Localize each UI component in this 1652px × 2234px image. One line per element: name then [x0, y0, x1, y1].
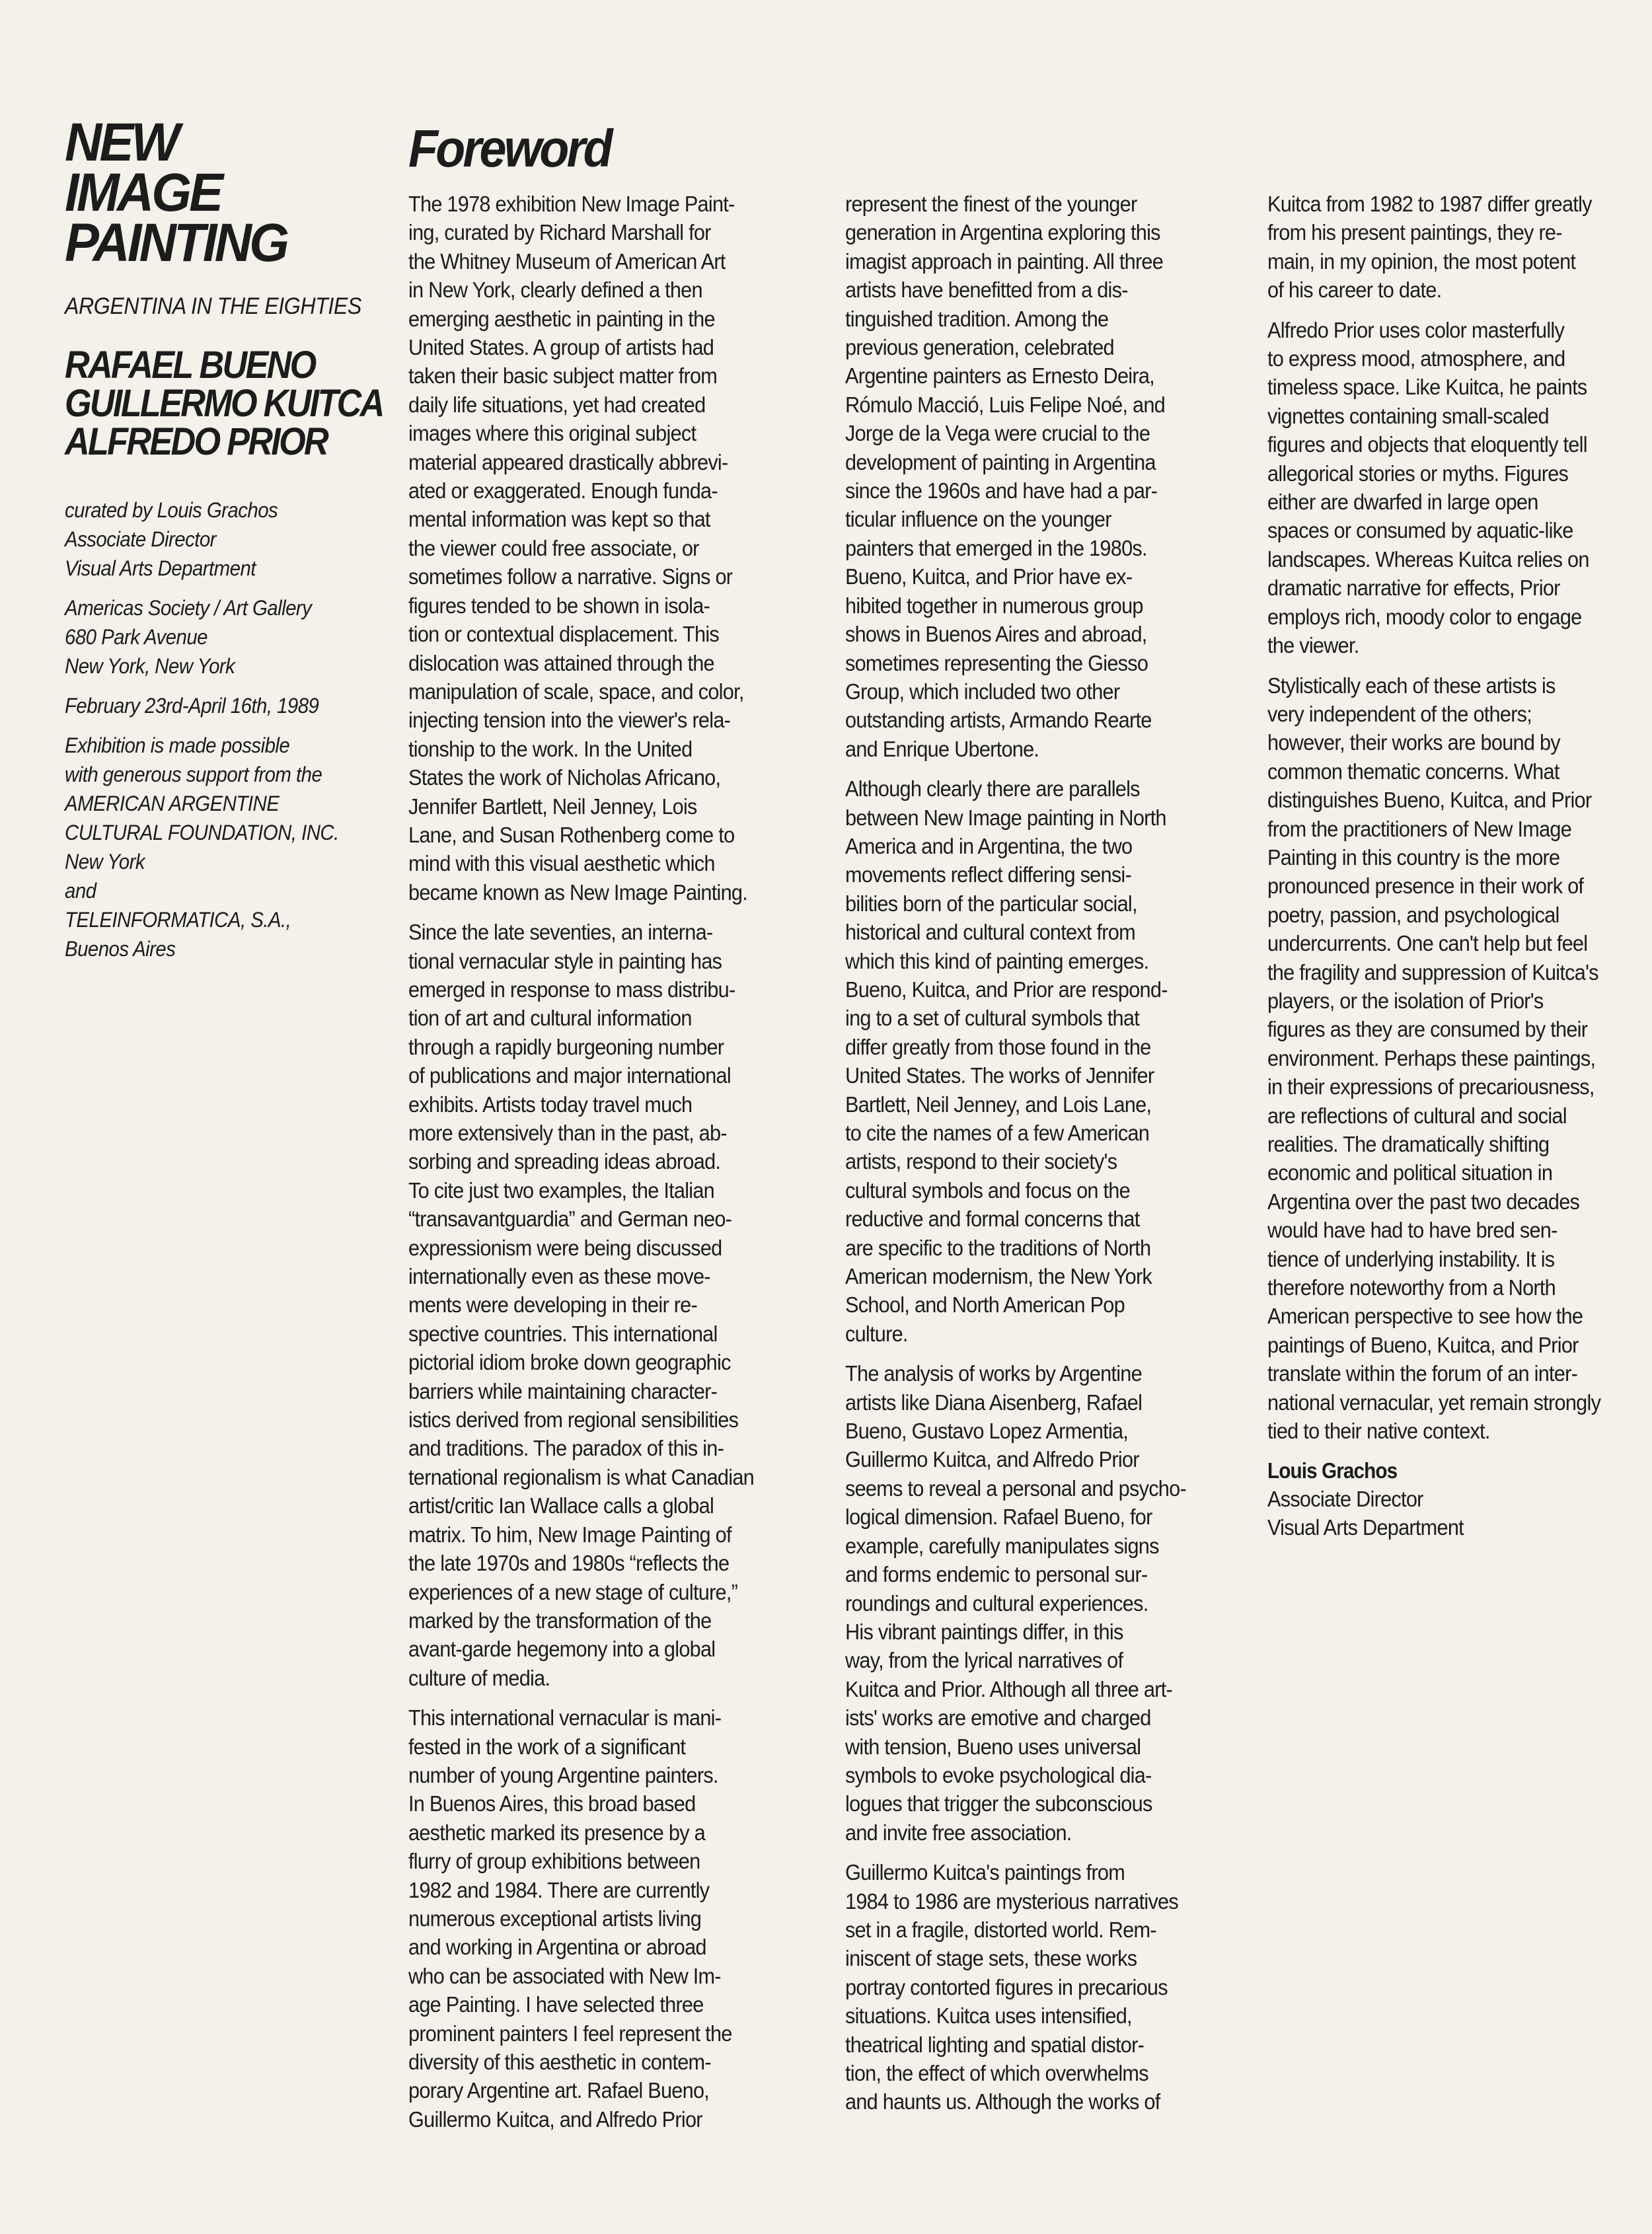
text-line: “transavantguardia” and German neo-	[408, 1207, 732, 1232]
text-line: economic and political situation in	[1267, 1160, 1553, 1185]
text-line: culture.	[845, 1321, 908, 1346]
text-line: His vibrant paintings differ, in this	[845, 1619, 1123, 1644]
text-line: 1982 and 1984. There are currently	[408, 1877, 710, 1902]
text-line: The 1978 exhibition New Image Paint-	[408, 192, 735, 216]
text-line: Since the late seventies, an interna-	[408, 920, 713, 945]
text-line: with tension, Bueno uses universal	[845, 1734, 1141, 1759]
sponsor-credit	[65, 731, 369, 963]
text-line: way, from the lyrical narratives of	[845, 1648, 1123, 1673]
text-line: Argentine painters as Ernesto Deira,	[845, 363, 1154, 389]
text-line: who can be associated with New Im-	[408, 1963, 721, 1988]
text-line: culture of media.	[408, 1665, 550, 1690]
text-line: numerous exceptional artists living	[408, 1906, 702, 1931]
text-line: pronounced presence in their work of	[1267, 874, 1584, 899]
text-line: American modernism, the New York	[845, 1264, 1152, 1289]
text-line: barriers while maintaining character-	[408, 1378, 718, 1403]
paragraph	[408, 918, 792, 1692]
text-line: common thematic concerns. What	[1267, 759, 1559, 784]
paragraph	[1267, 316, 1589, 660]
venue-address	[65, 593, 369, 681]
text-line: material appeared drastically abbrevi-	[408, 449, 728, 474]
paragraph	[1267, 671, 1601, 1446]
text-line: logues that trigger the subconscious	[845, 1791, 1152, 1816]
text-line: reductive and formal concerns that	[845, 1207, 1140, 1232]
text-line: bilities born of the particular social,	[845, 891, 1137, 916]
text-line: mental information was kept so that	[408, 507, 710, 532]
text-line: tion or contextual displacement. This	[408, 622, 720, 647]
text-line: represent the finest of the younger	[845, 192, 1137, 216]
text-line: School, and North American Pop	[845, 1292, 1125, 1318]
text-line: avant-garde hegemony into a global	[408, 1637, 716, 1662]
info-line: New York	[65, 850, 145, 874]
text-line: set in a fragile, distorted world. Rem-	[845, 1917, 1156, 1942]
text-line: symbols to evoke psychological dia-	[845, 1762, 1152, 1787]
paragraph	[1267, 190, 1592, 305]
artist-name: RAFAEL BUENO	[65, 344, 315, 387]
text-line: vignettes containing small-scaled	[1267, 403, 1549, 428]
text-column-3	[1267, 190, 1601, 1542]
text-line: expressionism were being discussed	[408, 1235, 722, 1260]
text-line: aesthetic marked its presence by a	[408, 1820, 705, 1845]
text-line: ing, curated by Richard Marshall for	[408, 220, 711, 245]
text-line: matrix. To him, New Image Painting of	[408, 1522, 732, 1547]
text-line: States the work of Nicholas Africano,	[408, 765, 721, 790]
text-line: theatrical lighting and spatial distor-	[845, 2032, 1145, 2057]
paragraph	[845, 774, 1228, 1348]
text-line: generation in Argentina exploring this	[845, 220, 1160, 245]
text-line: logical dimension. Rafael Bueno, for	[845, 1505, 1152, 1530]
text-line: from his present paintings, they re-	[1267, 220, 1562, 245]
text-line: are reflections of cultural and social	[1267, 1103, 1567, 1128]
info-line: Associate Director	[65, 527, 216, 551]
text-line: pictorial idiom broke down geographic	[408, 1350, 731, 1375]
signature-title: Associate Director	[1267, 1487, 1423, 1512]
text-line: undercurrents. One can't help but feel	[1267, 931, 1588, 956]
text-line: marked by the transformation of the	[408, 1608, 712, 1633]
text-line: Guillermo Kuitca, and Alfredo Prior	[845, 1447, 1139, 1472]
text-line: the Whitney Museum of American Art	[408, 248, 726, 274]
text-line: movements reflect differing sensi-	[845, 862, 1131, 887]
text-line: Kuitca and Prior. Although all three art-	[845, 1676, 1172, 1701]
exhibition-dates	[65, 691, 369, 720]
text-line: Group, which included two other	[845, 679, 1120, 704]
text-line: United States. The works of Jennifer	[845, 1063, 1154, 1088]
text-line: players, or the isolation of Prior's	[1267, 988, 1544, 1013]
text-line: to express mood, atmosphere, and	[1267, 346, 1565, 371]
text-line: number of young Argentine painters.	[408, 1762, 718, 1787]
text-line: diversity of this aesthetic in contem-	[408, 2050, 711, 2074]
text-column-2	[845, 190, 1228, 2128]
text-line: became known as New Image Painting.	[408, 879, 748, 905]
paragraph	[845, 190, 1228, 763]
text-line: emerged in response to mass distribu-	[408, 977, 735, 1002]
text-line: landscapes. Whereas Kuitca relies on	[1267, 546, 1589, 572]
text-line: and haunts us. Although the works of	[845, 2089, 1160, 2114]
text-line: imagist approach in painting. All three	[845, 248, 1164, 274]
paragraph	[845, 1359, 1228, 1847]
text-line: differ greatly from those found in the	[845, 1034, 1151, 1059]
text-line: of his career to date.	[1267, 278, 1442, 303]
text-line: sometimes representing the Giesso	[845, 650, 1148, 675]
paragraph	[408, 1703, 792, 2134]
text-line: ing to a set of cultural symbols that	[845, 1006, 1140, 1031]
info-line: CULTURAL FOUNDATION, INC.	[65, 821, 339, 844]
text-line: tion, the effect of which overwhelms	[845, 2061, 1148, 2085]
text-line: America and in Argentina, the two	[845, 833, 1133, 858]
text-line: poetry, passion, and psychological	[1267, 902, 1559, 927]
info-line: 680 Park Avenue	[65, 625, 207, 649]
signature-block	[1267, 1456, 1578, 1542]
text-line: tied to their native context.	[1267, 1419, 1490, 1444]
text-line: Guillermo Kuitca, and Alfredo Prior	[408, 2106, 702, 2132]
text-line: Guillermo Kuitca's paintings from	[845, 1860, 1125, 1885]
text-line: translate within the forum of an inter-	[1267, 1361, 1578, 1386]
text-line: manipulation of scale, space, and color,	[408, 679, 744, 704]
text-line: To cite just two examples, the Italian	[408, 1177, 715, 1203]
info-line: Buenos Aires	[65, 937, 176, 961]
text-line: tience of underlying instability. It is	[1267, 1246, 1555, 1271]
text-line: to cite the names of a few American	[845, 1121, 1150, 1145]
exhibition-title	[65, 112, 379, 273]
text-line: istics derived from regional sensibilities	[408, 1407, 739, 1433]
text-line: Argentina over the past two decades	[1267, 1189, 1580, 1214]
text-line: therefore noteworthy from a North	[1267, 1275, 1556, 1300]
text-line: and forms endemic to personal sur-	[845, 1562, 1148, 1587]
text-line: would have had to have bred sen-	[1267, 1218, 1558, 1243]
text-line: This international vernacular is mani-	[408, 1705, 722, 1731]
text-line: the viewer.	[1267, 633, 1359, 658]
text-line: figures as they are consumed by their	[1267, 1017, 1588, 1042]
text-line: employs rich, moody color to engage	[1267, 604, 1582, 629]
text-line: paintings of Bueno, Kuitca, and Prior	[1267, 1332, 1579, 1357]
text-line: artists have benefitted from a dis-	[845, 278, 1128, 303]
title-line: PAINTING	[65, 213, 287, 273]
text-line: In Buenos Aires, this broad based	[408, 1791, 696, 1816]
artist-name: ALFREDO PRIOR	[65, 420, 328, 463]
text-line: Bueno, Gustavo Lopez Armentia,	[845, 1419, 1129, 1444]
info-line: AMERICAN ARGENTINE	[65, 792, 280, 815]
text-line: painters that emerged in the 1980s.	[845, 535, 1147, 560]
text-line: Although clearly there are parallels	[845, 776, 1140, 801]
text-line: tion of art and cultural information	[408, 1006, 692, 1031]
text-line: allegorical stories or myths. Figures	[1267, 461, 1569, 486]
text-line: through a rapidly burgeoning number	[408, 1034, 724, 1059]
text-line: in New York, clearly defined a then	[408, 278, 702, 303]
text-line: and Enrique Ubertone.	[845, 736, 1039, 761]
text-line: example, carefully manipulates signs	[845, 1533, 1159, 1558]
text-line: Bueno, Kuitca, and Prior have ex-	[845, 564, 1133, 589]
text-line: sometimes follow a narrative. Signs or	[408, 564, 733, 589]
signature-department: Visual Arts Department	[1267, 1515, 1464, 1540]
text-column-1	[408, 190, 792, 2145]
info-line: Exhibition is made possible	[65, 733, 290, 757]
artist-name: GUILLERMO KUITCA	[65, 382, 383, 425]
text-line: outstanding artists, Armando Rearte	[845, 708, 1152, 733]
info-line: Visual Arts Department	[65, 556, 256, 580]
col3-paragraphs	[1267, 190, 1601, 1445]
text-line: Bueno, Kuitca, and Prior are respond-	[845, 977, 1168, 1002]
text-line: the fragility and suppression of Kuitca's	[1267, 959, 1598, 985]
text-line: main, in my opinion, the most potent	[1267, 248, 1576, 274]
text-line: shows in Buenos Aires and abroad,	[845, 622, 1147, 647]
text-line: situations. Kuitca uses intensified,	[845, 2003, 1132, 2029]
text-line: very independent of the others;	[1267, 701, 1532, 726]
text-line: ternational regionalism is what Canadian	[408, 1464, 754, 1489]
text-line: American perspective to see how the	[1267, 1304, 1583, 1329]
text-line: ated or exaggerated. Enough funda-	[408, 478, 718, 503]
signature-name: Louis Grachos	[1267, 1458, 1398, 1483]
text-line: historical and cultural context from	[845, 920, 1135, 945]
text-line: tional vernacular style in painting has	[408, 948, 722, 973]
text-line: injecting tension into the viewer's rela-	[408, 708, 731, 733]
text-line: seems to reveal a personal and psycho-	[845, 1475, 1186, 1501]
text-line: between New Image painting in North	[845, 805, 1166, 830]
text-line: realities. The dramatically shifting	[1267, 1132, 1550, 1156]
info-line: New York, New York	[65, 654, 235, 678]
text-line: previous generation, celebrated	[845, 335, 1114, 360]
text-line: tionship to the work. In the United	[408, 736, 693, 761]
text-line: the viewer could free associate, or	[408, 535, 699, 560]
text-line: Rómulo Macció, Luis Felipe Noé, and	[845, 392, 1166, 417]
text-line: taken their basic subject matter from	[408, 363, 718, 389]
info-line: February 23rd-April 16th, 1989	[65, 694, 319, 718]
text-line: and traditions. The paradox of this in-	[408, 1436, 724, 1461]
text-line: Painting in this country is the more	[1267, 844, 1560, 870]
text-line: and invite free association.	[845, 1820, 1072, 1845]
artist-names	[65, 344, 383, 463]
text-line: dislocation was attained through the	[408, 650, 714, 675]
text-line: sorbing and spreading ideas abroad.	[408, 1149, 721, 1174]
text-line: dramatic narrative for effects, Prior	[1267, 576, 1560, 601]
title-line: NEW	[65, 112, 178, 172]
text-line: internationally even as these move-	[408, 1264, 710, 1289]
text-line: Kuitca from 1982 to 1987 differ greatly	[1267, 192, 1592, 216]
exhibition-subtitle: ARGENTINA IN THE EIGHTIES	[65, 293, 361, 319]
text-line: development of painting in Argentina	[845, 449, 1156, 474]
text-line: however, their works are bound by	[1267, 730, 1560, 755]
text-line: porary Argentine art. Rafael Bueno,	[408, 2078, 710, 2103]
paragraph	[845, 1858, 1228, 2116]
text-line: figures tended to be shown in isola-	[408, 593, 710, 618]
text-line: mind with this visual aesthetic which	[408, 851, 715, 876]
text-line: and working in Argentina or abroad	[408, 1935, 706, 1960]
text-line: from the practitioners of New Image	[1267, 816, 1572, 841]
text-line: timeless space. Like Kuitca, he paints	[1267, 375, 1587, 400]
text-line: experiences of a new stage of culture,”	[408, 1579, 738, 1604]
info-line: and	[65, 879, 96, 903]
text-line: Alfredo Prior uses color masterfully	[1267, 317, 1565, 342]
text-line: distinguishes Bueno, Kuitca, and Prior	[1267, 788, 1592, 813]
text-line: artists like Diana Aisenberg, Rafael	[845, 1390, 1143, 1415]
text-line: daily life situations, yet had created	[408, 392, 706, 417]
info-line: with generous support from the	[65, 763, 322, 786]
text-line: environment. Perhaps these paintings,	[1267, 1045, 1596, 1070]
text-line: Stylistically each of these artists is	[1267, 673, 1556, 698]
text-line: hibited together in numerous group	[845, 593, 1143, 618]
text-line: The analysis of works by Argentine	[845, 1361, 1142, 1386]
text-line: national vernacular, yet remain strongly	[1267, 1390, 1601, 1415]
text-line: ticular influence on the younger	[845, 507, 1111, 532]
text-line: Jorge de la Vega were crucial to the	[845, 421, 1150, 446]
text-line: roundings and cultural experiences.	[845, 1590, 1148, 1616]
text-line: the late 1970s and 1980s “reflects the	[408, 1551, 730, 1576]
text-line: Jennifer Bartlett, Neil Jenney, Lois	[408, 794, 697, 819]
text-line: more extensively than in the past, ab-	[408, 1121, 727, 1145]
text-line: exhibits. Artists today travel much	[408, 1092, 693, 1117]
text-line: tinguished tradition. Among the	[845, 306, 1109, 331]
text-line: figures and objects that eloquently tell	[1267, 432, 1587, 457]
text-line: in their expressions of precariousness,	[1267, 1074, 1595, 1099]
text-line: age Painting. I have selected three	[408, 1992, 704, 2017]
text-line: Bartlett, Neil Jenney, and Lois Lane,	[845, 1092, 1152, 1117]
paragraph	[408, 190, 792, 907]
curator-credit	[65, 496, 369, 583]
text-line: Lane, and Susan Rothenberg come to	[408, 822, 735, 847]
text-line: United States. A group of artists had	[408, 335, 714, 360]
text-line: are specific to the traditions of North	[845, 1235, 1151, 1260]
exhibition-info-column	[65, 112, 395, 974]
text-line: images where this original subject	[408, 421, 696, 446]
text-line: 1984 to 1986 are mysterious narratives	[845, 1888, 1178, 1914]
text-line: flurry of group exhibitions between	[408, 1849, 700, 1874]
info-line: curated by Louis Grachos	[65, 498, 278, 522]
exhibition-details	[65, 496, 395, 963]
text-line: iniscent of stage sets, these works	[845, 1946, 1137, 1971]
text-line: since the 1960s and have had a par-	[845, 478, 1158, 503]
text-line: spective countries. This international	[408, 1321, 718, 1346]
text-line: emerging aesthetic in painting in the	[408, 306, 715, 331]
text-line: ments were developing in their re-	[408, 1292, 697, 1318]
text-line: ists' works are emotive and charged	[845, 1705, 1151, 1731]
info-line: Americas Society / Art Gallery	[65, 596, 312, 620]
text-line: fested in the work of a significant	[408, 1734, 686, 1759]
text-line: portray contorted figures in precarious	[845, 1974, 1168, 1999]
title-line: IMAGE	[65, 163, 221, 223]
text-line: either are dwarfed in large open	[1267, 490, 1538, 515]
text-line: artist/critic Ian Wallace calls a global	[408, 1493, 714, 1518]
text-line: spaces or consumed by aquatic-like	[1267, 518, 1573, 543]
text-line: of publications and major international	[408, 1063, 731, 1088]
text-line: cultural symbols and focus on the	[845, 1177, 1130, 1203]
text-line: which this kind of painting emerges.	[845, 948, 1149, 973]
text-line: artists, respond to their society's	[845, 1149, 1117, 1174]
foreword-heading: Foreword	[408, 119, 611, 178]
text-line: prominent painters I feel represent the	[408, 2021, 732, 2046]
info-line: TELEINFORMATICA, S.A.,	[65, 908, 291, 932]
